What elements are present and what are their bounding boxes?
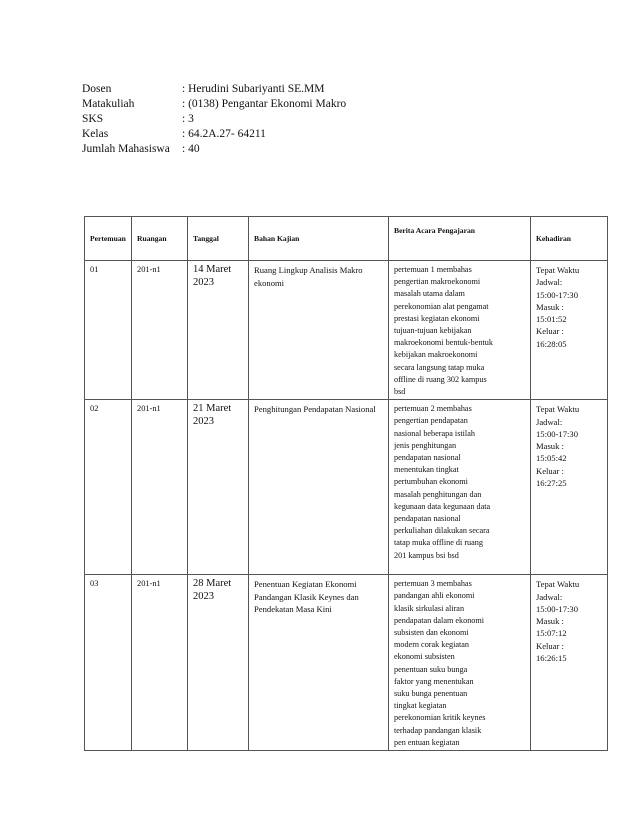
info-label: SKS bbox=[82, 113, 104, 125]
header-pertemuan: Pertemuan bbox=[85, 217, 132, 261]
table-row bbox=[85, 261, 608, 400]
cell-pertemuan: 01 bbox=[85, 261, 132, 400]
header-tanggal: Tanggal bbox=[188, 217, 249, 261]
cell-berita-acara: pertemuan 1 membahas pengertian makroekonomi masalah utama dalam perekonomian alat pengamat prestasi kegiatan ekonomi tujuan-tujuan kebijakan makroekonomi bentuk-bentuk kebijakan makroekonomi secara langsung tatap muka offline di ruang 302 kampus bsd bbox=[389, 261, 531, 400]
info-row-jumlah-mahasiswa bbox=[82, 142, 346, 157]
info-label: Matakuliah bbox=[82, 98, 135, 110]
info-label: Dosen bbox=[82, 83, 112, 95]
attendance-table bbox=[84, 216, 608, 751]
header-kehadiran: Kehadiran bbox=[531, 217, 608, 261]
cell-pertemuan: 03 bbox=[85, 575, 132, 751]
cell-bahan-kajian: Penghitungan Pendapatan Nasional bbox=[249, 400, 389, 575]
cell-kehadiran: Tepat Waktu Jadwal: 15:00-17:30 Masuk : 15:05:42 Keluar : 16:27:25 bbox=[531, 400, 608, 575]
info-value: : (0138) Pengantar Ekonomi Makro bbox=[182, 98, 347, 110]
info-label: Kelas bbox=[82, 128, 109, 140]
info-row-sks bbox=[82, 112, 346, 127]
cell-kehadiran: Tepat Waktu Jadwal: 15:00-17:30 Masuk : 15:07:12 Keluar : 16:26:15 bbox=[531, 575, 608, 751]
info-label: Jumlah Mahasiswa bbox=[82, 143, 170, 155]
cell-kehadiran: Tepat Waktu Jadwal: 15:00-17:30 Masuk : 15:01:52 Keluar : 16:28:05 bbox=[531, 261, 608, 400]
header-bahan-kajian: Bahan Kajian bbox=[249, 217, 389, 261]
info-value: : 64.2A.27- 64211 bbox=[182, 128, 266, 140]
cell-ruangan: 201-n1 bbox=[132, 575, 188, 751]
cell-bahan-kajian: Penentuan Kegiatan Ekonomi Pandangan Klasik Keynes dan Pendekatan Masa Kini bbox=[249, 575, 389, 751]
cell-tanggal: 28 Maret 2023 bbox=[188, 575, 249, 751]
table-row bbox=[85, 575, 608, 751]
cell-ruangan: 201-n1 bbox=[132, 261, 188, 400]
info-value: : 40 bbox=[182, 143, 200, 155]
info-row-kelas bbox=[82, 127, 346, 142]
cell-tanggal: 21 Maret 2023 bbox=[188, 400, 249, 575]
table-header-row bbox=[85, 217, 608, 261]
table-row bbox=[85, 400, 608, 575]
cell-tanggal: 14 Maret 2023 bbox=[188, 261, 249, 400]
cell-berita-acara: pertemuan 3 membahas pandangan ahli ekonomi klasik sirkulasi aliran pendapatan dalam ekonomi subsisten dan ekonomi modern corak kegiatan ekonomi subsisten penentuan suku bunga faktor yang menentukan suku bunga penentuan tingkat kegiatan perekonomian kritik keynes terhadap pandangan klasik pen entuan kegiatan bbox=[389, 575, 531, 751]
info-value: : Herudini Subariyanti SE.MM bbox=[182, 83, 325, 95]
info-value: : 3 bbox=[182, 113, 194, 125]
cell-bahan-kajian: Ruang Lingkup Analisis Makro ekonomi bbox=[249, 261, 389, 400]
course-info bbox=[82, 82, 346, 157]
cell-berita-acara: pertemuan 2 membahas pengertian pendapatan nasional beberapa istilah jenis penghitungan pendapatan nasional menentukan tingkat pertumbuhan ekonomi masalah penghitungan dan kegunaan data kegunaan data pendapatan nasional perkuliahan dilakukan secara tatap muka offline di ruang 201 kampus bsi bsd bbox=[389, 400, 531, 575]
info-row-dosen bbox=[82, 82, 346, 97]
info-row-matakuliah bbox=[82, 97, 346, 112]
cell-ruangan: 201-n1 bbox=[132, 400, 188, 575]
header-berita-acara: Berita Acara Pengajaran bbox=[389, 217, 531, 261]
header-ruangan: Ruangan bbox=[132, 217, 188, 261]
cell-pertemuan: 02 bbox=[85, 400, 132, 575]
